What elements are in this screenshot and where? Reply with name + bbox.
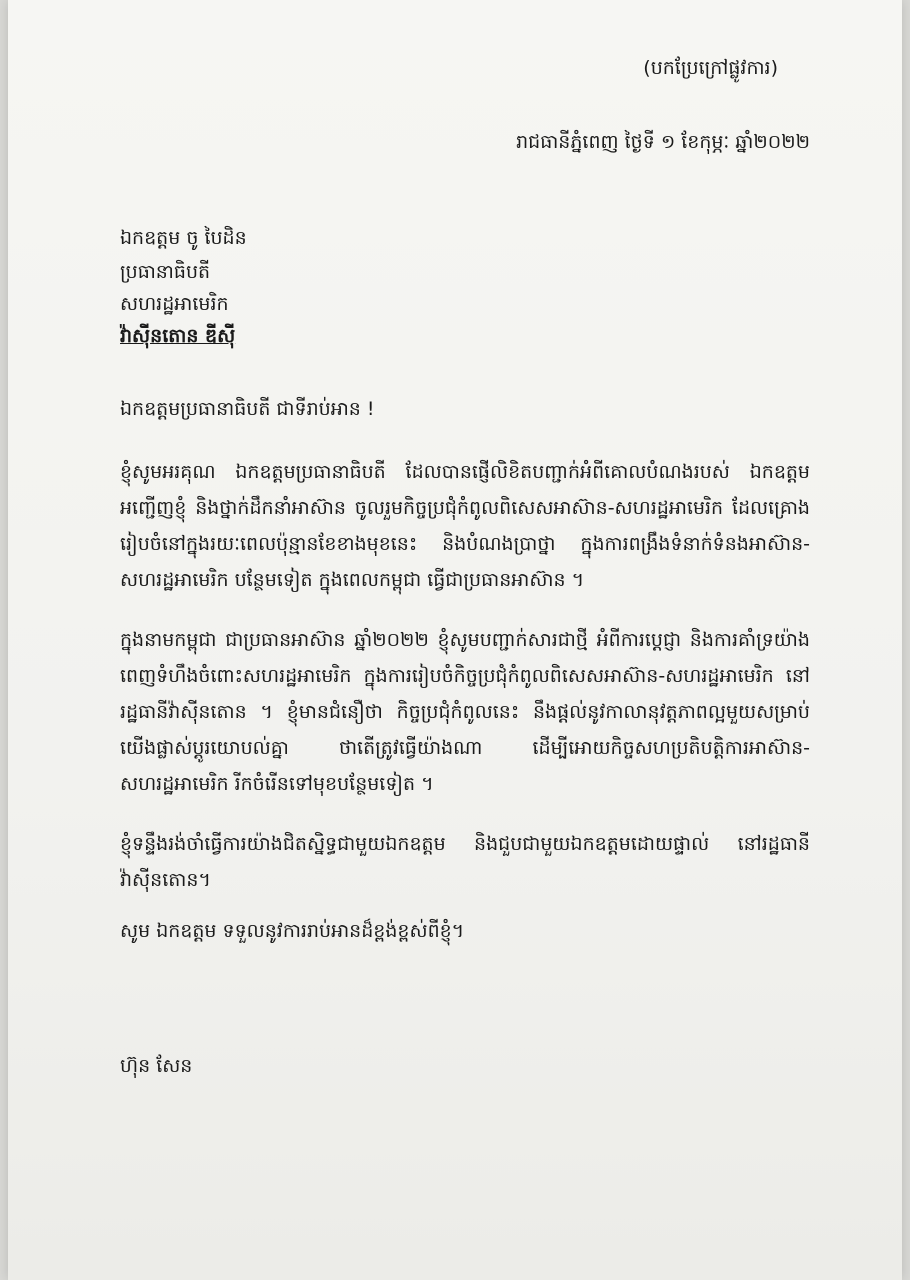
salutation: ឯកឧត្តមប្រធានាធិបតី ជាទីរាប់អាន ! xyxy=(120,398,375,420)
letter-page xyxy=(8,0,902,1280)
recipient-name: ឯកឧត្តម ចូ បៃដិន xyxy=(120,227,247,249)
recipient-title: ប្រធានាធិបតី xyxy=(120,261,211,283)
header-note: (បកប្រែក្រៅផ្លូវការ) xyxy=(643,57,778,79)
signature-name: ហ៊ុន សែន xyxy=(120,1055,193,1077)
paragraph-3: ខ្ញុំទន្ទឹងរង់ចាំធ្វើការយ៉ាងជិតស្និទ្ធជាមួយឯកឧត្តម និងជួបជាមួយឯកឧត្តមដោយផ្ទាល់ នៅរដ្ឋធានីវ៉ាស៊ីនតោន។ xyxy=(120,833,810,891)
recipient-city: វ៉ាស៊ីនតោន ឌីស៊ី xyxy=(120,325,236,347)
recipient-country: សហរដ្ឋអាមេរិក xyxy=(120,293,229,315)
closing: សូម ឯកឧត្តម ទទួលនូវការរាប់អានដ៏ខ្ពង់ខ្ពស់ពីខ្ញុំ។ xyxy=(120,920,465,942)
paragraph-2: ក្នុងនាមកម្ពុជា ជាប្រធានអាស៊ាន ឆ្នាំ២០២២ ខ្ញុំសូមបញ្ជាក់សារជាថ្មី អំពីការប្ដេជ្ញា និងការគាំទ្រយ៉ាងពេញទំហឹងចំពោះសហរដ្ឋអាមេរិក ក្នុងការរៀបចំកិច្ចប្រជុំកំពូលពិសេសអាស៊ាន-សហរដ្ឋអាមេរិក នៅរដ្ឋធានីវ៉ាស៊ីនតោន ។ ខ្ញុំមានជំនឿថា កិច្ចប្រជុំកំពូលនេះ នឹងផ្ដល់នូវកាលានុវត្តភាពល្អមួយសម្រាប់យើងផ្លាស់ប្ដូរយោបល់គ្នា ថាតើត្រូវធ្វើយ៉ាងណា ដើម្បីអោយកិច្ចសហប្រតិបត្តិការអាស៊ាន-សហរដ្ឋអាមេរិក រីកចំរើនទៅមុខបន្ថែមទៀត ។ xyxy=(120,629,810,795)
place-date: រាជធានីភ្នំពេញ ថ្ងៃទី ១ ខែកុម្ភៈ ឆ្នាំ២០២២ xyxy=(516,131,810,153)
paragraph-1: ខ្ញុំសូមអរគុណ ឯកឧត្តមប្រធានាធិបតី ដែលបានផ្ញើលិខិតបញ្ជាក់អំពីគោលបំណងរបស់ ឯកឧត្តម អញ្ជើញខ្ញុំ និងថ្នាក់ដឹកនាំអាស៊ាន ចូលរួមកិច្ចប្រជុំកំពូលពិសេសអាស៊ាន-សហរដ្ឋអាមេរិក ដែលគ្រោងរៀបចំនៅក្នុងរយៈពេលប៉ុន្មានខែខាងមុខនេះ និងបំណងប្រាថ្នា ក្នុងការពង្រឹងទំនាក់ទំនងអាស៊ាន-សហរដ្ឋអាមេរិក បន្ថែមទៀត ក្នុងពេលកម្ពុជា ធ្វើជាប្រធានអាស៊ាន ។ xyxy=(120,461,810,591)
